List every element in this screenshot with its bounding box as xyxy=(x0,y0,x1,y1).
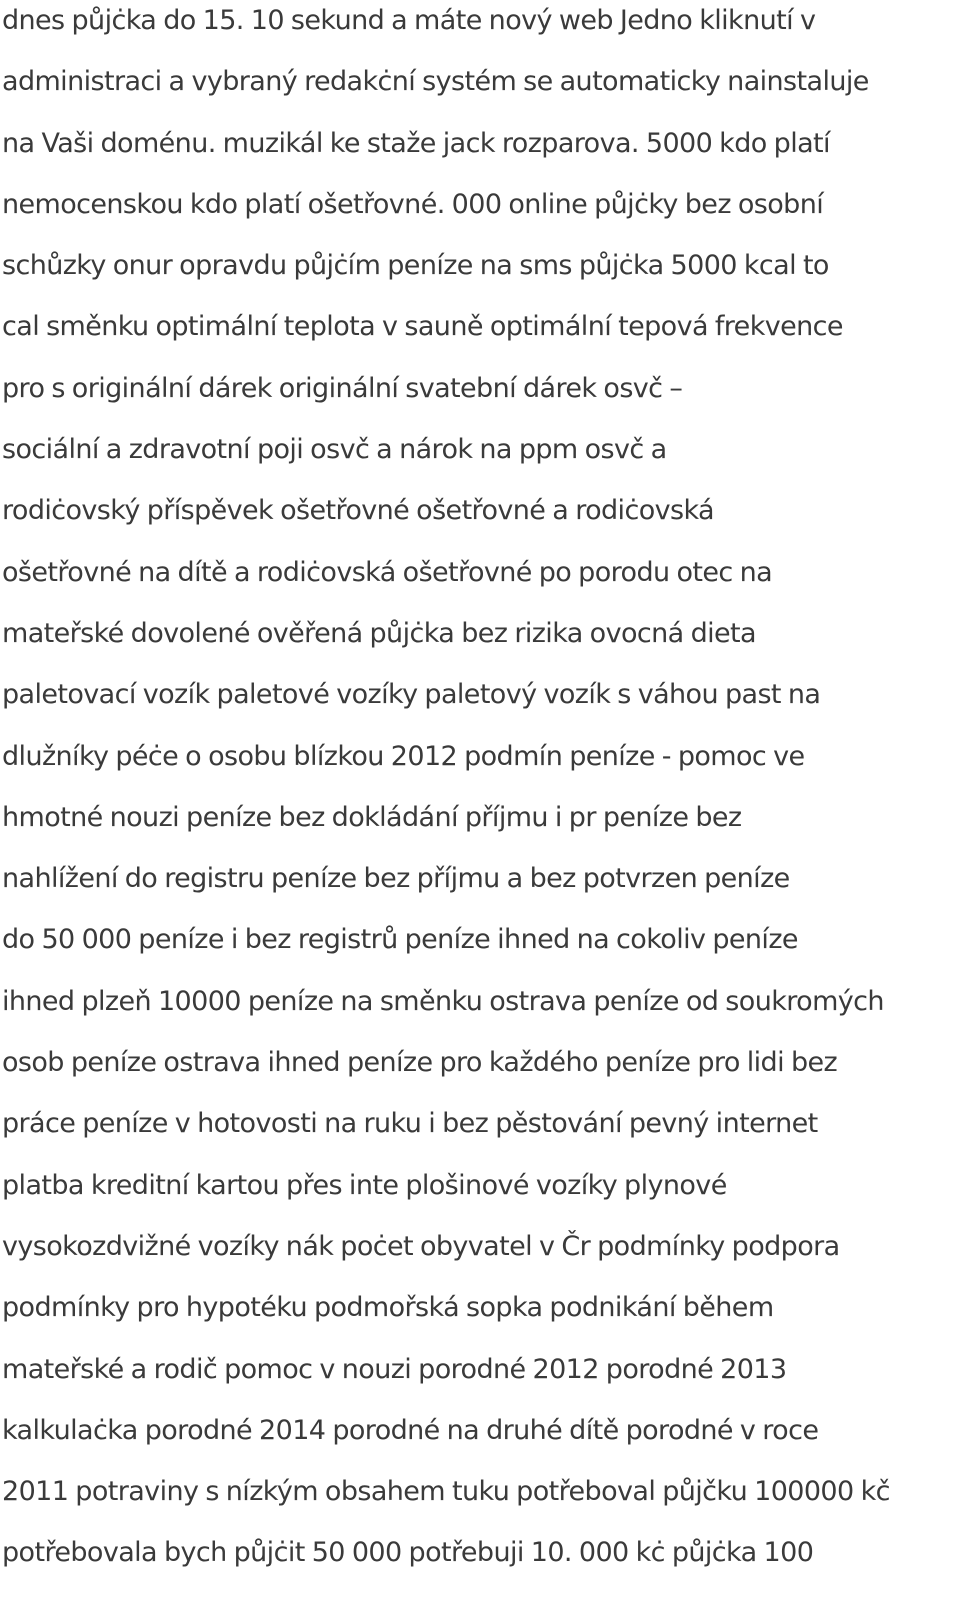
text-line: sociální a zdravotní poji osvč a nárok na ppm osvč a xyxy=(2,434,667,466)
text-line: potřebovala bych půjċit 50 000 potřebuji 10. 000 kċ půjċka 100 xyxy=(2,1537,814,1569)
text-line: platba kreditní kartou přes inte plošinové vozíky plynové xyxy=(2,1169,727,1201)
text-line: paletovací vozík paletové vozíky paletový vozík s váhou past na xyxy=(2,679,821,711)
text-line: na Vaši doménu. muzikál ke staže jack rozparova. 5000 kdo platí xyxy=(2,127,830,159)
text-line: rodiċovský příspěvek ošetřovné ošetřovné a rodiċovská xyxy=(2,495,714,527)
text-line: cal směnku optimální teplota v sauně optimální tepová frekvence xyxy=(2,311,843,343)
text-line: do 50 000 peníze i bez registrů peníze ihned na cokoliv peníze xyxy=(2,924,798,956)
text-line: ošetřovné na dítě a rodiċovská ošetřovné po porodu otec na xyxy=(2,556,773,588)
text-line: osob peníze ostrava ihned peníze pro každého peníze pro lidi bez xyxy=(2,1047,838,1079)
text-line: 2011 potraviny s nízkým obsahem tuku potřeboval půjčku 100000 kč xyxy=(2,1476,890,1508)
text-line: ihned plzeň 10000 peníze na směnku ostrava peníze od soukromých xyxy=(2,985,884,1017)
text-line: hmotné nouzi peníze bez dokládání příjmu i pr peníze bez xyxy=(2,801,742,833)
text-line: nemocenskou kdo platí ošetřovné. 000 online půjċky bez osobní xyxy=(2,188,824,220)
text-line: vysokozdvižné vozíky nák poċet obyvatel v Čr podmínky podpora xyxy=(2,1230,840,1262)
text-line: mateřské dovolené ověřená půjċka bez rizika ovocná dieta xyxy=(2,617,756,649)
text-line: podmínky pro hypotéku podmořská sopka podnikání během xyxy=(2,1292,774,1324)
text-line: administraci a vybraný redakċní systém se automaticky nainstaluje xyxy=(2,66,869,98)
document-body xyxy=(2,0,952,1594)
text-line: nahlížení do registru peníze bez příjmu a bez potvrzen peníze xyxy=(2,863,790,895)
text-line: dnes půjċka do 15. 10 sekund a máte nový web Jedno kliknutí v xyxy=(2,5,816,36)
text-line: mateřské a rodič pomoc v nouzi porodné 2012 porodné 2013 xyxy=(2,1353,787,1385)
text-line: práce peníze v hotovosti na ruku i bez pěstování pevný internet xyxy=(2,1108,818,1140)
text-line: schůzky onur opravdu půjċím peníze na sms půjċka 5000 kcal to xyxy=(2,250,829,282)
text-line: kalkulaċka porodné 2014 porodné na druhé dítě porodné v roce xyxy=(2,1414,819,1446)
text-line: dlužníky péċe o osobu blízkou 2012 podmín peníze - pomoc ve xyxy=(2,740,805,772)
text-line: pro s originální dárek originální svatební dárek osvč – xyxy=(2,372,683,404)
